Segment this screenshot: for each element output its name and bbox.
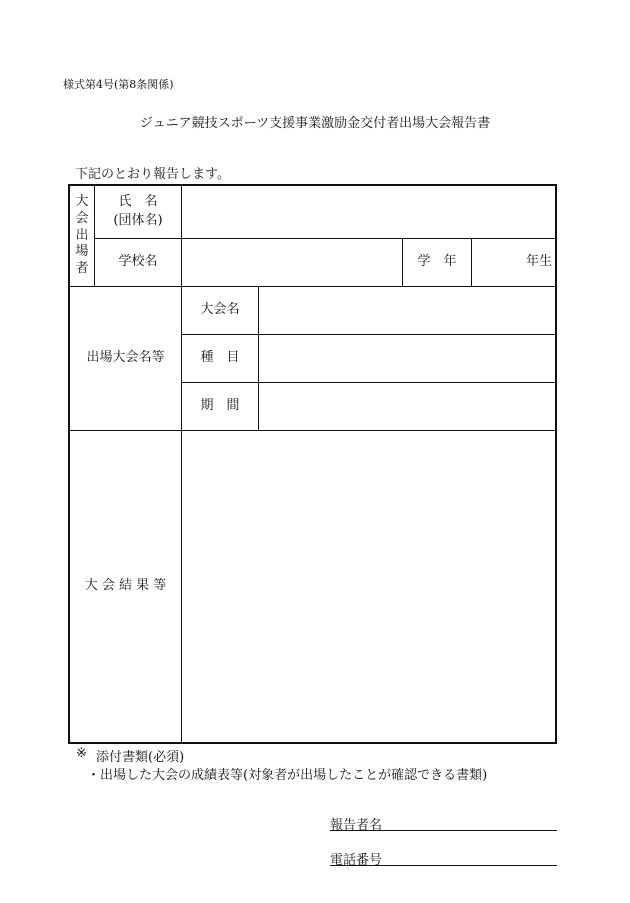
name-field[interactable] (182, 186, 557, 238)
school-field[interactable] (182, 239, 402, 286)
reporter-name-line[interactable] (330, 830, 557, 831)
results-field[interactable] (182, 431, 557, 742)
phone-line[interactable] (330, 865, 557, 866)
grade-label: 学 年 (417, 254, 457, 270)
grade-field[interactable]: 年生 (525, 254, 552, 270)
name-label-line2: (団体名) (113, 213, 163, 228)
attachment-item: ・出場した大会の成績表等(対象者が出場したことが確認できる書類) (87, 768, 488, 783)
school-label: 学校名 (118, 254, 158, 270)
report-table (68, 184, 557, 744)
event-name-label: 大会名 (200, 302, 240, 318)
form-number: 様式第4号(第8条関係) (63, 78, 174, 91)
period-field[interactable] (259, 383, 557, 430)
event-type-field[interactable] (259, 335, 557, 382)
participant-label: 大会出場者 (75, 193, 89, 277)
event-section-label: 出場大会名等 (86, 350, 165, 366)
name-label-line1: 氏 名 (118, 194, 158, 210)
document-title: ジュニア競技スポーツ支援事業激励金交付者出場大会報告書 (139, 116, 491, 131)
note-mark: ※ (76, 746, 87, 761)
reporter-name-label: 報告者名 (330, 818, 383, 833)
period-label: 期 間 (200, 398, 240, 414)
results-label: 大 会 結 果 等 (84, 578, 167, 594)
event-name-field[interactable] (259, 287, 557, 334)
name-label (95, 186, 181, 238)
event-type-label: 種 目 (200, 350, 240, 366)
intro-text: 下記のとおり報告します。 (75, 167, 230, 182)
phone-label: 電話番号 (330, 853, 383, 868)
attachments-heading: 添付書類(必須) (96, 750, 185, 765)
